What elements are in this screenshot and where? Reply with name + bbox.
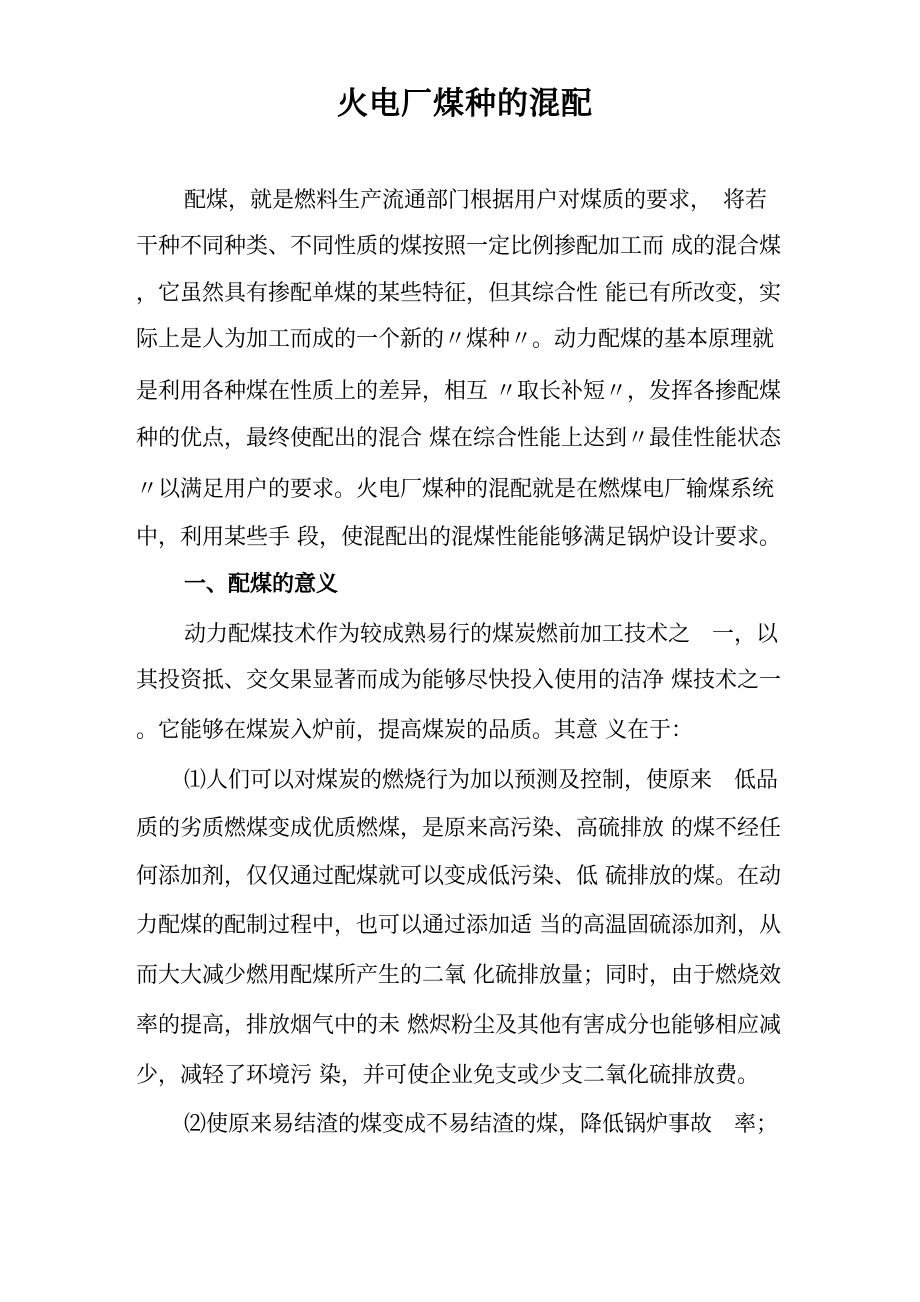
- paragraph-2-line-1: 动力配煤技术作为较成熟易行的煤炭燃前加工技术之 一，以: [184, 622, 779, 647]
- paragraph-1-line-5: 是利用各种煤在性质上的差异，相互 〃取长补短〃，发挥各掺配煤: [136, 379, 781, 404]
- paragraph-3-line-1: ⑴人们可以对煤炭的燃烧行为加以预测及控制，使原来 低品: [184, 768, 779, 793]
- paragraph-3-line-2: 质的劣质燃煤变成优质燃煤，是原来高污染、高硫排放 的煤不经任: [136, 816, 781, 841]
- section-heading: 一、配煤的意义: [184, 572, 339, 597]
- paragraph-2-line-3: 。它能够在煤炭入炉前，提高煤炭的品质。其意 义在于：: [136, 718, 693, 743]
- paragraph-3-line-6: 率的提高，排放烟气中的未 燃烬粉尘及其他有害成分也能够相应减: [136, 1013, 781, 1038]
- paragraph-3-line-4: 力配煤的配制过程中，也可以通过添加适 当的高温固硫添加剂，从: [136, 913, 781, 938]
- paragraph-1-line-8: 中，利用某些手 段，使混配出的混煤性能能够满足锅炉设计要求。: [136, 525, 781, 550]
- paragraph-1-line-2: 干种不同种类、不同性质的煤按照一定比例掺配加工而 成的混合煤: [136, 234, 781, 259]
- paragraph-2-line-2: 其投资抵、交攵果显著而成为能够尽快投入使用的洁净 煤技术之一: [136, 668, 781, 693]
- paragraph-1-line-3: ，它虽然具有掺配单煤的某些特征，但其综合性 能已有所改变，实: [136, 281, 781, 306]
- paragraph-3-line-7: 少，减轻了环境污 染，并可使企业免支或少支二氧化硫排放费。: [136, 1063, 759, 1088]
- paragraph-4-line-1: ⑵使原来易结渣的煤变成不易结渣的煤，降低锅炉事故 率；: [184, 1112, 779, 1137]
- paragraph-3-line-3: 何添加剂，仅仅通过配煤就可以变成低污染、低 硫排放的煤。在动: [136, 864, 781, 889]
- paragraph-1-line-7: 〃以满足用户的要求。火电厂煤种的混配就是在燃煤电厂输煤系统: [136, 477, 775, 502]
- paragraph-1-line-1: 配煤，就是燃料生产流通部门根据用户对煤质的要求， 将若: [184, 188, 768, 213]
- paragraph-1-line-4: 际上是人为加工而成的一个新的〃煤种〃。动力配煤的基本原理就: [136, 327, 775, 352]
- paragraph-1-line-6: 种的优点，最终使配出的混合 煤在综合性能上达到〃最佳性能状态: [136, 426, 781, 451]
- paragraph-3-line-5: 而大大减少燃用配煤所产生的二氧 化硫排放量；同时，由于燃烧效: [136, 963, 781, 988]
- document-title: 火电厂煤种的混配: [337, 86, 593, 122]
